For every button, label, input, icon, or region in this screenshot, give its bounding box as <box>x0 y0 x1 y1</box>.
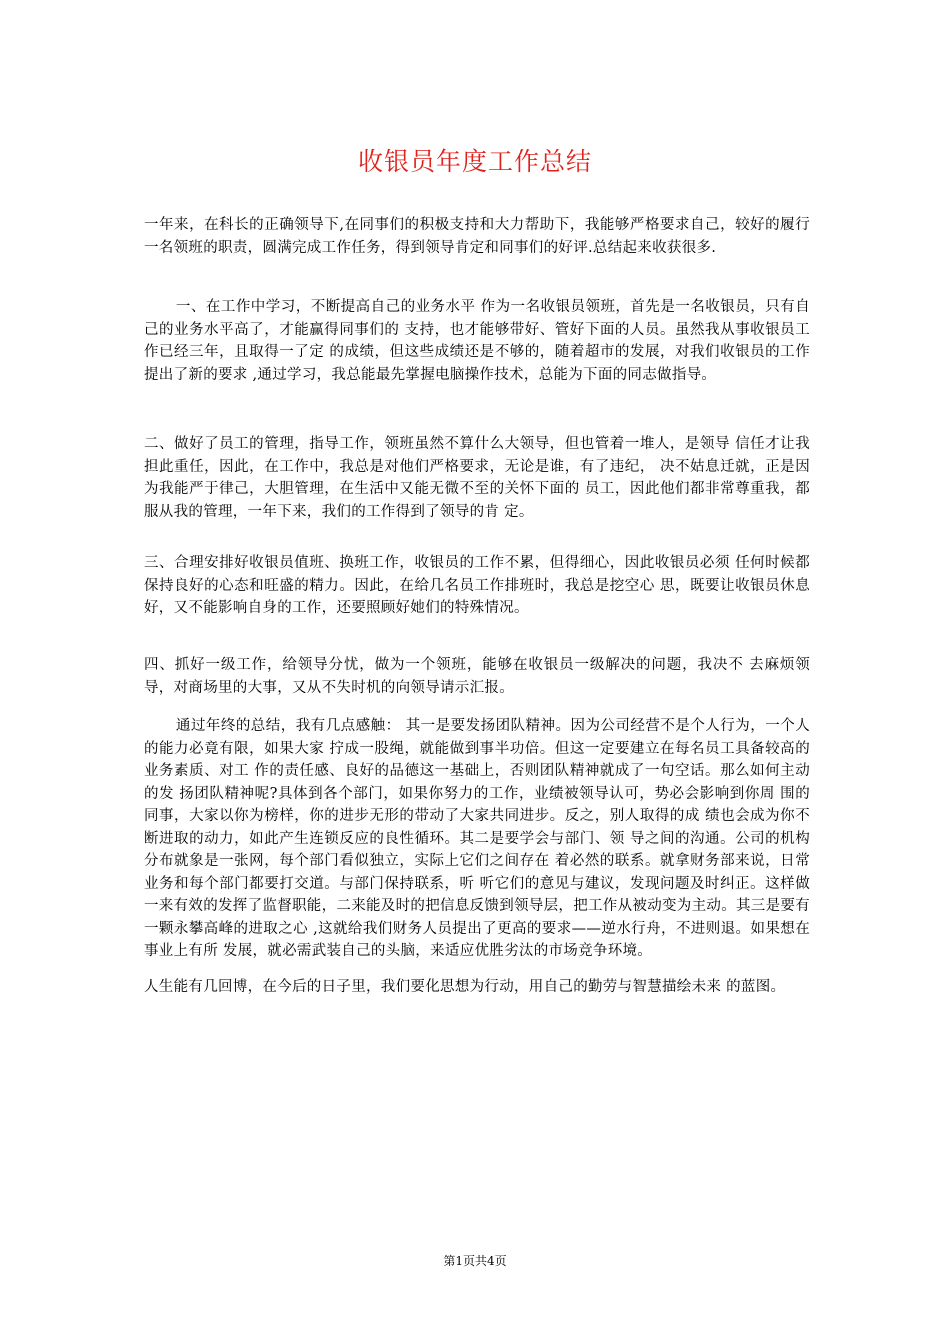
paragraph-section-2: 二、做好了员工的管理，指导工作，领班虽然不算什么大领导，但也管着一堆人，是领导 信任才让我担此重任，因此，在工作中，我总是对他们严格要求，无论是谁，有了违纪， 决不姑息迁就，正是因为我能严于律己，大胆管理，在生活中又能无微不至的关怀下面的 员工，因此他们都非常尊重我，都服从我的管理，一年下来，我们的工作得到了领导的肯 定。 <box>144 436 810 520</box>
document-title: 收银员年度工作总结 <box>357 147 592 176</box>
paragraph-section-3: 三、合理安排好收银员值班、换班工作，收银员的工作不累，但得细心，因此收银员必须 任何时候都保持良好的心态和旺盛的精力。因此，在给几名员工作排班时，我总是挖空心 思，既要让收银员休息好，又不能影响自身的工作，还要照顾好她们的特殊情况。 <box>144 555 810 616</box>
paragraph-closing: 人生能有几回博，在今后的日子里，我们要化思想为行动，用自己的勤劳与智慧描绘未来 的蓝图。 <box>144 979 786 995</box>
paragraph-section-1: 一、在工作中学习，不断提高自己的业务水平 作为一名收银员领班，首先是一名收银员，只有自己的业务水平高了，才能赢得同事们的 支持，也才能够带好、管好下面的人员。虽然我从事收银员工作已经三年，且取得一了定 的成绩，但这些成绩还是不够的，随着超市的发展，对我们收银员的工作提出了新的要求 ,通过学习，我总能最先掌握电脑操作技术，总能为下面的同志做指导。 <box>144 299 810 383</box>
page-number-footer: 第1页共4页 <box>443 1254 507 1268</box>
paragraph-section-4: 四、抓好一级工作，给领导分忧，做为一个领班，能够在收银员一级解决的问题，我决不 去麻烦领导，对商场里的大事，又从不失时机的向领导请示汇报。 <box>144 657 810 696</box>
paragraph-intro: 一年来，在科长的正确领导下,在同事们的积极支持和大力帮助下，我能够严格要求自己，较好的履行一名领班的职责，圆满完成工作任务，得到领导肯定和同事们的好评.总结起来收获很多. <box>144 217 810 256</box>
paragraph-reflection: 通过年终的总结，我有几点感触： 其一是要发扬团队精神。因为公司经营不是个人行为，一个人的能力必竟有限，如果大家 拧成一股绳，就能做到事半功倍。但这一定要建立在每名员工具备较高的业务素质、对工 作的责任感、良好的品德这一基础上，否则团队精神就成了一句空话。那么如何主动的发 扬团队精神呢?具体到各个部门，如果你努力的工作，业绩被领导认可，势必会影响到你周 围的同事，大家以你为榜样，你的进步无形的带动了大家共同进步。反之，别人取得的成 绩也会成为你不断进取的动力，如此产生连锁反应的良性循环。其二是要学会与部门、领 导之间的沟通。公司的机构分布就象是一张网，每个部门看似独立，实际上它们之间存在 着必然的联系。就拿财务部来说，日常业务和每个部门都要打交道。与部门保持联系，听 听它们的意见与建议，发现问题及时纠正。这样做一来有效的发挥了监督职能，二来能及时的把信息反馈到领导层，把工作从被动变为主动。其三是要有一颗永攀高峰的进取之心 ,这就给我们财务人员提出了更高的要求——逆水行舟，不进则退。如果想在事业上有所 发展，就必需武装自己的头脑，来适应优胜劣汰的市场竞争环境。 <box>144 718 810 959</box>
